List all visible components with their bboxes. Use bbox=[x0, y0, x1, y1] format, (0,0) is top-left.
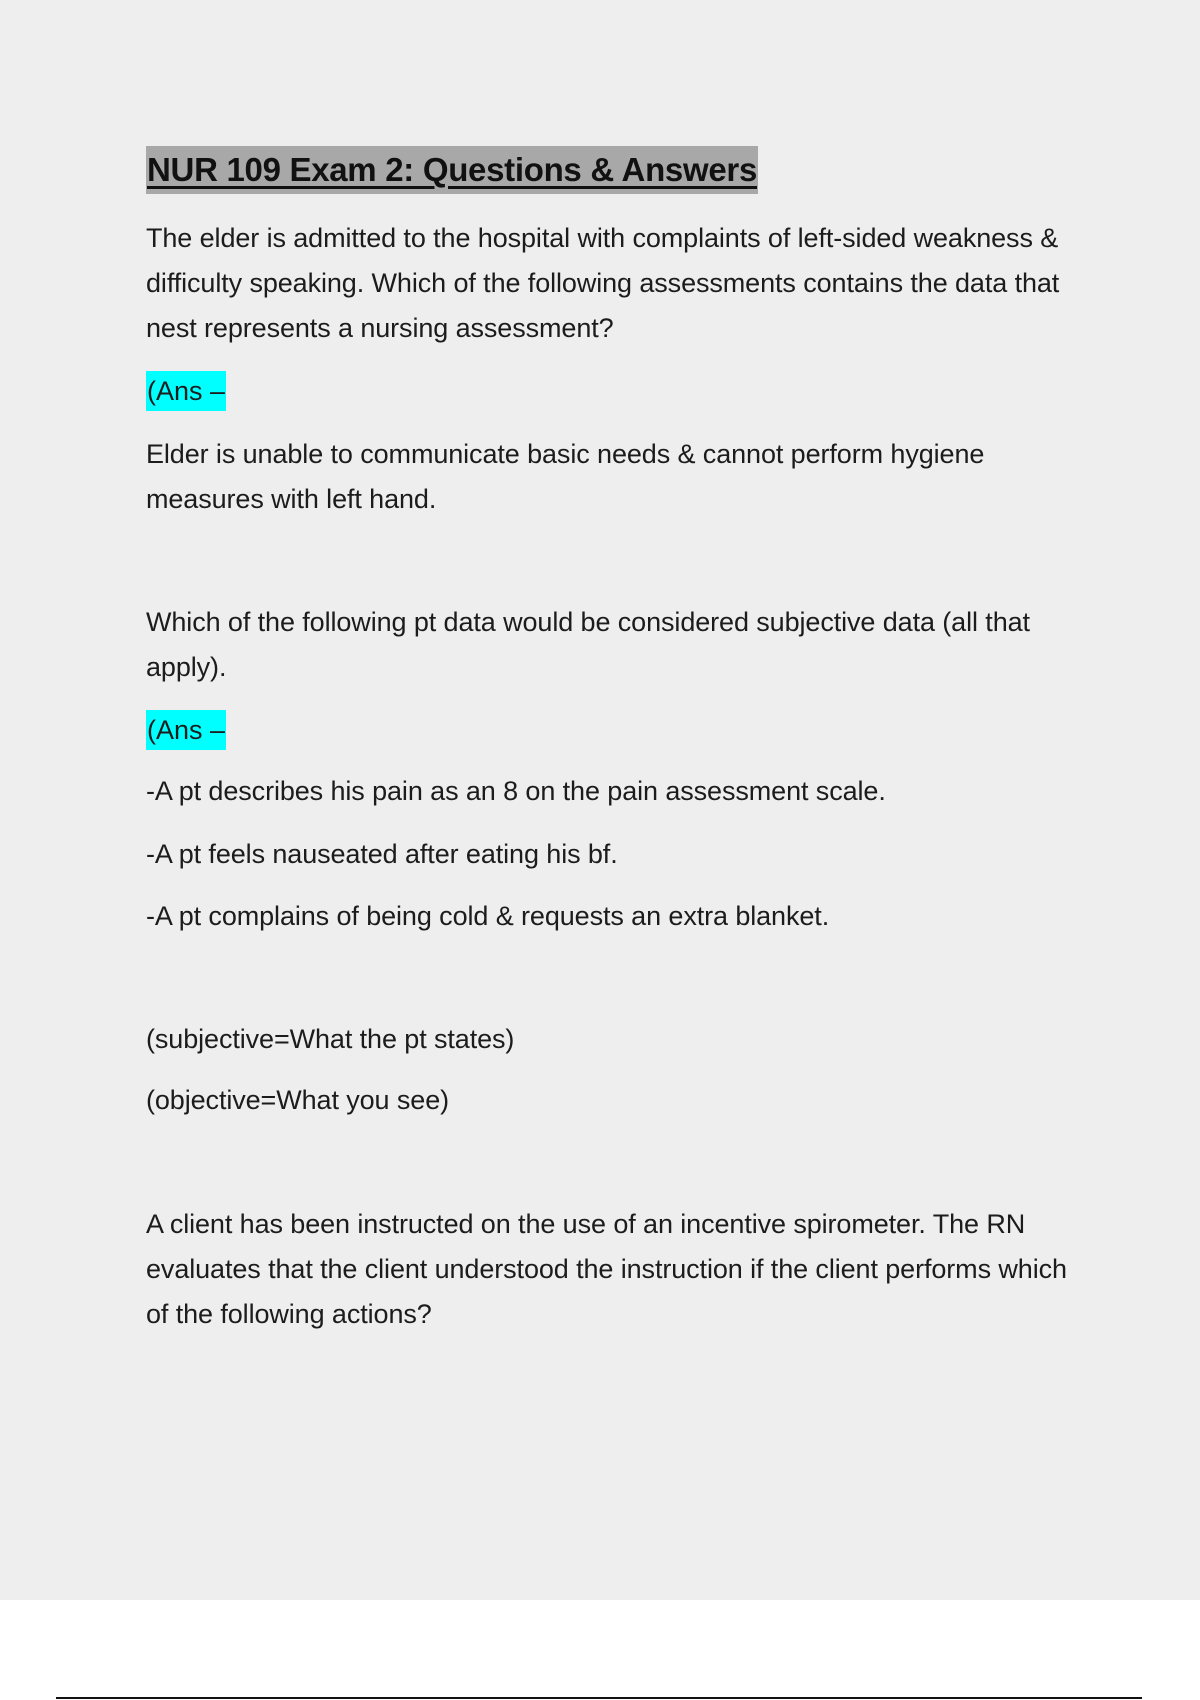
question-2-note: (subjective=What the pt states) bbox=[146, 1024, 515, 1054]
question-2-answer-label: (Ans – bbox=[146, 710, 226, 750]
question-2-note: (objective=What you see) bbox=[146, 1085, 449, 1115]
question-1-answer: Elder is unable to communicate basic needs & cannot perform hygiene measures with left hand. bbox=[146, 439, 985, 514]
question-1-text: The elder is admitted to the hospital with complaints of left-sided weakness & difficulty speaking. Which of the following assessments contains the data that nest represents a nursing assessment? bbox=[146, 223, 1060, 343]
question-2-text: Which of the following pt data would be considered subjective data (all that apply). bbox=[146, 607, 1030, 682]
footer-divider bbox=[56, 1697, 1142, 1699]
question-3-text: A client has been instructed on the use of an incentive spirometer. The RN evaluates that the client understood the instruction if the client performs which of the following actions? bbox=[146, 1209, 1067, 1329]
document-title: NUR 109 Exam 2: Questions & Answers bbox=[146, 146, 758, 194]
question-2-answer-item: -A pt complains of being cold & requests an extra blanket. bbox=[146, 901, 830, 931]
question-2-answer-item: -A pt describes his pain as an 8 on the pain assessment scale. bbox=[146, 776, 886, 806]
question-1-answer-label: (Ans – bbox=[146, 371, 226, 411]
question-2-answer-item: -A pt feels nauseated after eating his bf. bbox=[146, 839, 618, 869]
